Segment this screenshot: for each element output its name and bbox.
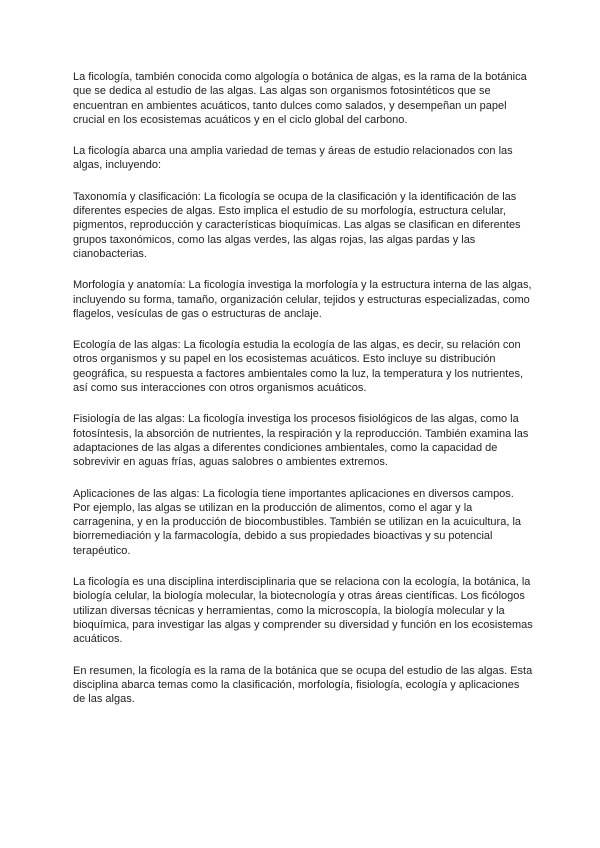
paragraph-scope: La ficología abarca una amplia variedad de temas y áreas de estudio relacionados con las algas, incluyendo: [73,145,513,172]
paragraph-physiology: Fisiología de las algas: La ficología investiga los procesos fisiológicos de las algas, como la fotosíntesis, la absorción de nutrientes, la respiración y la reproducción. También examina las adaptaciones de las algas a diferentes condiciones ambientales, como la capacidad de sobrevivir en aguas frías, aguas salobres o ambientes extremos. [73,413,529,469]
paragraph-summary: En resumen, la ficología es la rama de la botánica que se ocupa del estudio de las algas. Esta disciplina abarca temas como la clasificación, morfología, fisiología, ecología y aplicaciones de las algas. [73,664,533,706]
paragraph-intro: La ficología, también conocida como algología o botánica de algas, es la rama de la botánica que se dedica al estudio de las algas. Las algas son organismos fotosintéticos que se encuentran en ambientes acuáticos, tanto dulces como salados, y desempeñan un papel crucial en los ecosistemas acuáticos y en el ciclo global del carbono. [73,71,527,126]
paragraph-morphology: Morfología y anatomía: La ficología investiga la morfología y la estructura interna de las algas, incluyendo su forma, tamaño, organización celular, tejidos y estructuras especializadas, como flagelos, vesículas de gas o estructuras de anclaje. [73,279,532,320]
paragraph-interdisciplinary: La ficología es una disciplina interdisciplinaria que se relaciona con la ecología, la botánica, la biología celular, la biología molecular, la biotecnología y otras áreas científicas. Los ficólogos utilizan diversas técnicas y herramientas, como la microscopía, la biología molecular y la bioquímica, para investigar las algas y comprender su diversidad y función en los ecosistemas acuáticos. [73,576,533,646]
paragraph-applications: Aplicaciones de las algas: La ficología tiene importantes aplicaciones en diversos campos. Por ejemplo, las algas se utilizan en la producción de alimentos, como el agar y la carragenina, y en la producción de biocombustibles. También se utilizan en la acuicultura, la biorremediación y la farmacología, debido a sus propiedades bioactivas y su potencial terapéutico. [73,487,522,557]
paragraph-taxonomy: Taxonomía y clasificación: La ficología se ocupa de la clasificación y la identificación de las diferentes especies de algas. Esto implica el estudio de su morfología, estructura celular, pigmentos, reproducción y características bioquímicas. Las algas se clasifican en diferentes grupos taxonómicos, como las algas verdes, las algas rojas, las algas pardas y las cianobacterias. [73,190,521,260]
paragraph-ecology: Ecología de las algas: La ficología estudia la ecología de las algas, es decir, su relación con otros organismos y su papel en los ecosistemas acuáticos. Esto incluye su distribución geográfica, su respuesta a factores ambientales como la luz, la temperatura y los nutrientes, así como sus interacciones con otros organismos acuáticos. [73,339,524,395]
document-body [73,70,533,723]
